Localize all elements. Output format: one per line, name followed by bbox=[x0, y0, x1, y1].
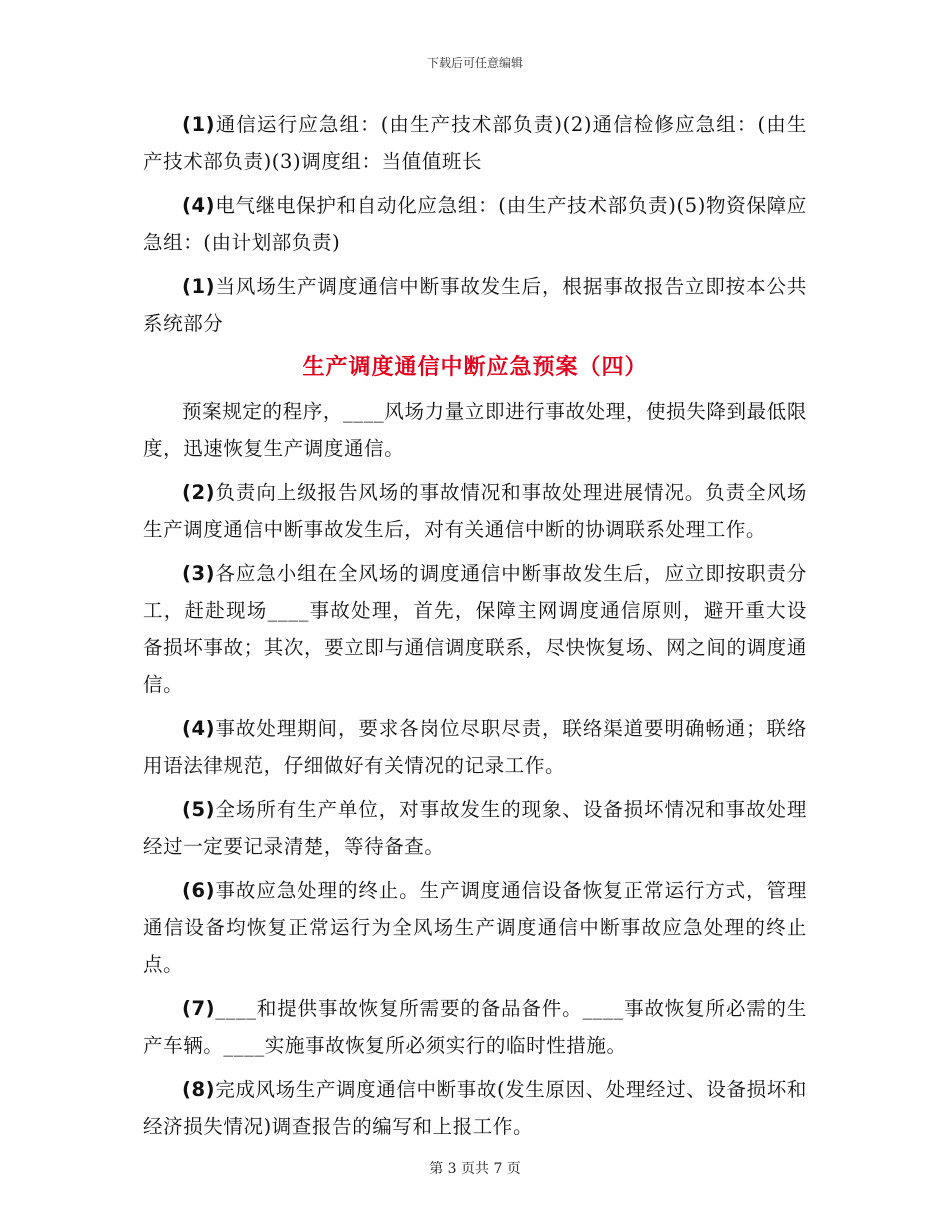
paragraph bbox=[143, 106, 807, 180]
item-number: (1) bbox=[182, 113, 216, 136]
paragraph bbox=[143, 990, 807, 1064]
paragraph-text: 完成风场生产调度通信中断事故(发生原因、处理经过、设备损坏和经济损失情况)调查报告的编写和上报工作。 bbox=[143, 1078, 807, 1138]
paragraph bbox=[143, 268, 807, 342]
page-footer: 第 3 页共 7 页 bbox=[429, 1161, 521, 1177]
item-number: (2) bbox=[182, 481, 216, 504]
page-header: 下载后可任意编辑 bbox=[426, 56, 523, 70]
item-number: (1) bbox=[182, 275, 216, 298]
paragraph-text: 各应急小组在全风场的调度通信中断事故发生后，应立即按职责分工，赶赴现场____事故处理，首先，保障主网调度通信原则，避开重大设备损坏事故；其次，要立即与通信调度联系，尽快恢复场、网之间的调度通信。 bbox=[143, 562, 807, 696]
document-body bbox=[143, 106, 807, 1152]
item-number: (4) bbox=[182, 717, 216, 740]
paragraph bbox=[143, 1071, 807, 1145]
paragraph bbox=[143, 791, 807, 865]
paragraph bbox=[143, 187, 807, 261]
item-number: (6) bbox=[182, 879, 216, 902]
paragraph-text: 当风场生产调度通信中断事故发生后，根据事故报告立即按本公共系统部分 bbox=[143, 275, 807, 335]
item-number: (8) bbox=[182, 1078, 216, 1101]
paragraph-text: 通信运行应急组：(由生产技术部负责)(2)通信检修应急组：(由生产技术部负责)(3)调度组：当值值班长 bbox=[143, 113, 807, 173]
item-number: (4) bbox=[182, 194, 216, 217]
paragraph-text: 电气继电保护和自动化应急组：(由生产技术部负责)(5)物资保障应急组：(由计划部负责) bbox=[143, 194, 807, 254]
paragraph bbox=[143, 872, 807, 983]
paragraph-text: 事故处理期间，要求各岗位尽职尽责，联络渠道要明确畅通；联络用语法律规范，仔细做好有关情况的记录工作。 bbox=[143, 717, 807, 777]
item-number: (7) bbox=[182, 997, 216, 1020]
paragraph-text: ____和提供事故恢复所需要的备品备件。____事故恢复所必需的生产车辆。____实施事故恢复所必须实行的临时性措施。 bbox=[143, 997, 807, 1057]
paragraph-text: 预案规定的程序，____风场力量立即进行事故处理，使损失降到最低限度，迅速恢复生产调度通信。 bbox=[143, 400, 807, 460]
section-title: 生产调度通信中断应急预案（四） bbox=[302, 354, 648, 380]
item-number: (3) bbox=[182, 562, 216, 585]
paragraph bbox=[143, 474, 807, 548]
paragraph-text: 事故应急处理的终止。生产调度通信设备恢复正常运行方式，管理通信设备均恢复正常运行为全风场生产调度通信中断事故应急处理的终止点。 bbox=[143, 879, 807, 976]
paragraph-text: 负责向上级报告风场的事故情况和事故处理进展情况。负责全风场生产调度通信中断事故发生后，对有关通信中断的协调联系处理工作。 bbox=[143, 481, 807, 541]
paragraph bbox=[143, 710, 807, 784]
item-number: (5) bbox=[182, 798, 216, 821]
paragraph bbox=[143, 393, 807, 467]
paragraph-text: 全场所有生产单位，对事故发生的现象、设备损坏情况和事故处理经过一定要记录清楚，等待备查。 bbox=[143, 798, 807, 858]
paragraph bbox=[143, 555, 807, 703]
